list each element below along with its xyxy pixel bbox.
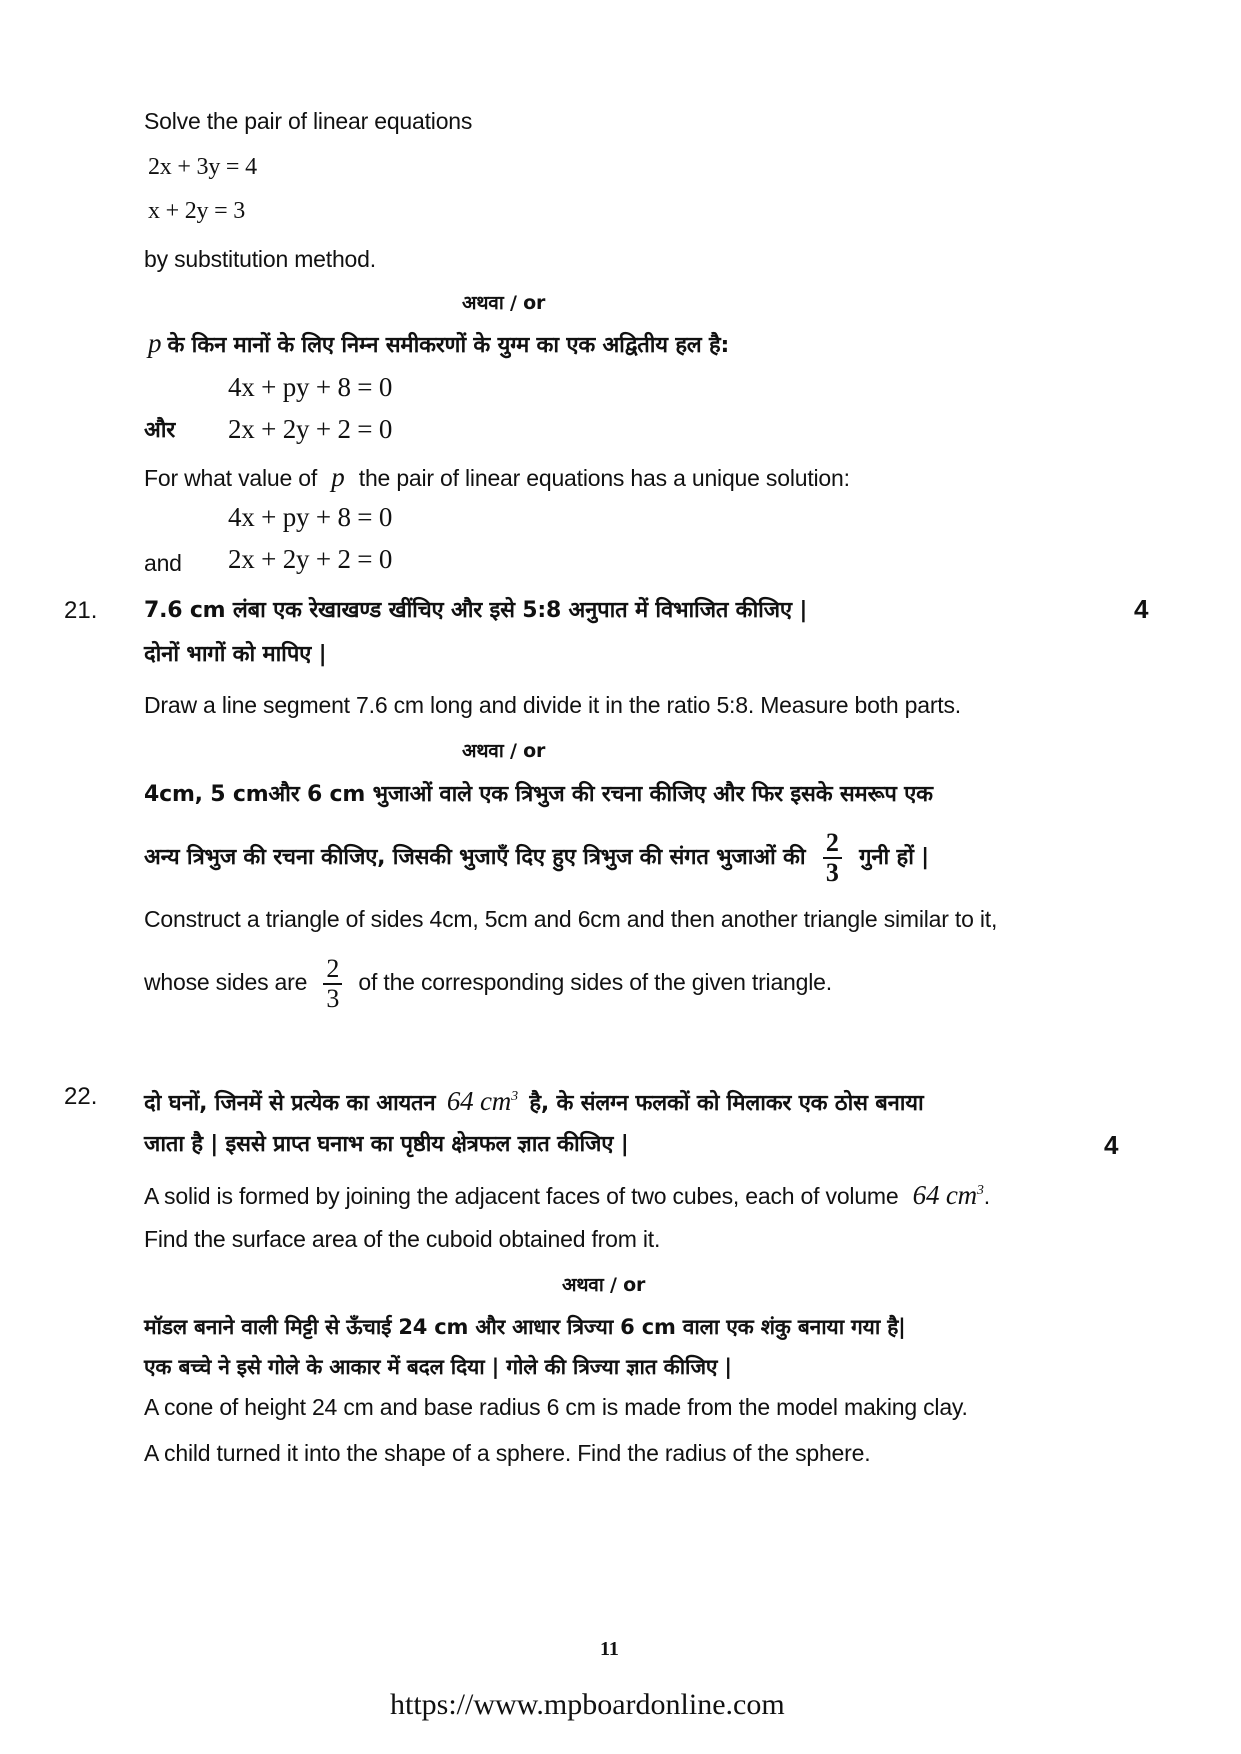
q22-english-line-1-pre: A solid is formed by joining the adjacent faces of two cubes, each of volume xyxy=(144,1183,899,1209)
q21-or-label xyxy=(462,736,545,766)
q22-english-line-1: A solid is formed by joining the adjacent faces of two cubes, each of volume 64 $cm^3$. xyxy=(144,1180,990,1210)
q20-or-label xyxy=(462,288,545,318)
q22-volume-hindi-exp: 3 xyxy=(511,1089,518,1104)
q22-english-line-2: Find the surface area of the cuboid obtained from it. xyxy=(144,1226,661,1252)
q21-number: 21. xyxy=(64,597,98,624)
q22-hindi-line-1-post: है, के संलग्न फलकों को मिलाकर एक ठोस बनाया xyxy=(529,1091,924,1116)
q22-volume-hindi-text: 64 cm xyxy=(446,1086,512,1116)
q20-equation-1: 2x + 3y = 4 xyxy=(148,154,257,180)
q21-alt-hindi-line-1: 4cm, 5 cmऔर 6 cm भुजाओं वाले एक त्रिभुज की रचना कीजिए और फिर इसके समरूप एक xyxy=(144,782,933,807)
q20-instruction: Solve the pair of linear equations xyxy=(144,108,473,134)
q21-alt-hindi-line-2-post: गुनी हों | xyxy=(859,845,929,870)
q22-alt-english-line-1: A cone of height 24 cm and base radius 6 cm is made from the model making clay. xyxy=(144,1394,968,1420)
q20-equation-2: x + 2y = 3 xyxy=(148,198,246,224)
q21-marks: 4 xyxy=(1134,594,1149,624)
q22-hindi-line-1-pre: दो घनों, जिनमें से प्रत्येक का आयतन xyxy=(144,1091,436,1116)
q20-alt-en-post: the pair of linear equations has a unique solution: xyxy=(358,465,850,491)
q20-alt-en-equation-2: 2x + 2y + 2 = 0 xyxy=(228,544,393,574)
q20-alt-hindi-text: के किन मानों के लिए निम्न समीकरणों के युग्म का एक अद्वितीय हल है: xyxy=(167,333,730,358)
q22-alt-hindi-line-1: मॉडल बनाने वाली मिट्टी से ऊँचाई 24 cm और आधार त्रिज्या 6 cm वाला एक शंकु बनाया गया है| xyxy=(144,1315,906,1339)
q21-or-text: अथवा / or xyxy=(462,740,546,762)
q22-marks: 4 xyxy=(1104,1130,1119,1160)
q20-or-text: अथवा / or xyxy=(462,292,546,314)
q21-alt-english-line-2 xyxy=(144,948,832,1016)
q21-fraction-english xyxy=(323,955,342,1013)
q20-alt-en-equation-1: 4x + py + 8 = 0 xyxy=(228,502,393,532)
q21-fraction-hindi xyxy=(823,829,842,887)
q20-alt-en-and: and xyxy=(144,550,182,576)
q22-alt-hindi-line-2: एक बच्चे ने इसे गोले के आकार में बदल दिया | गोले की त्रिज्या ज्ञात कीजिए | xyxy=(144,1355,732,1379)
q22-volume-hindi xyxy=(447,1086,518,1116)
page-number: 11 xyxy=(600,1638,619,1660)
q21-alt-hindi-line-2 xyxy=(144,824,929,892)
footer-url[interactable]: https://www.mpboardonline.com xyxy=(390,1688,785,1721)
q22-volume-english-text: 64 cm xyxy=(912,1180,977,1210)
q21-fraction-english-den: 3 xyxy=(326,983,340,1013)
q22-or-label xyxy=(562,1270,645,1300)
q21-alt-english-line-2-pre: whose sides are xyxy=(144,969,308,995)
q20-method: by substitution method. xyxy=(144,246,376,272)
q21-alt-english-line-1: Construct a triangle of sides 4cm, 5cm and 6cm and then another triangle similar to it, xyxy=(144,906,998,932)
q22-volume-english-exp: 3 xyxy=(976,1183,984,1198)
q20-alt-equation-1: 4x + py + 8 = 0 xyxy=(228,372,393,402)
q21-english: Draw a line segment 7.6 cm long and divide it in the ratio 5:8. Measure both parts. xyxy=(144,692,961,718)
q20-alt-en-var: p xyxy=(331,462,345,492)
q21-fraction-hindi-den: 3 xyxy=(825,858,839,887)
q20-alt-english xyxy=(144,462,850,493)
q22-volume-english xyxy=(913,1180,984,1210)
q22-number: 22. xyxy=(64,1083,98,1110)
q20-alt-hindi xyxy=(148,328,729,361)
q21-hindi-line-2: दोनों भागों को मापिए | xyxy=(144,642,327,667)
q21-alt-english-line-2-post: of the corresponding sides of the given triangle. xyxy=(358,969,832,995)
q22-hindi-line-1 xyxy=(144,1082,924,1119)
q20-alt-equation-2: 2x + 2y + 2 = 0 xyxy=(228,414,393,444)
q22-or-text: अथवा / or xyxy=(562,1274,646,1296)
q21-alt-hindi-line-2-pre: अन्य त्रिभुज की रचना कीजिए, जिसकी भुजाएँ दिए हुए त्रिभुज की संगत भुजाओं की xyxy=(144,845,806,870)
q22-alt-english-line-2: A child turned it into the shape of a sphere. Find the radius of the sphere. xyxy=(144,1440,871,1466)
q21-hindi-line-1: 7.6 cm लंबा एक रेखाखण्ड खींचिए और इसे 5:8 अनुपात में विभाजित कीजिए | xyxy=(144,598,808,623)
q20-alt-and-hindi: और xyxy=(144,418,176,443)
q20-alt-en-pre: For what value of xyxy=(144,465,318,491)
q20-alt-var: p xyxy=(148,328,162,358)
q21-fraction-english-num: 2 xyxy=(323,955,342,985)
q22-hindi-line-2: जाता है | इससे प्राप्त घनाभ का पृष्ठीय क्षेत्रफल ज्ञात कीजिए | xyxy=(144,1132,629,1157)
q21-fraction-hindi-num: 2 xyxy=(823,829,842,859)
